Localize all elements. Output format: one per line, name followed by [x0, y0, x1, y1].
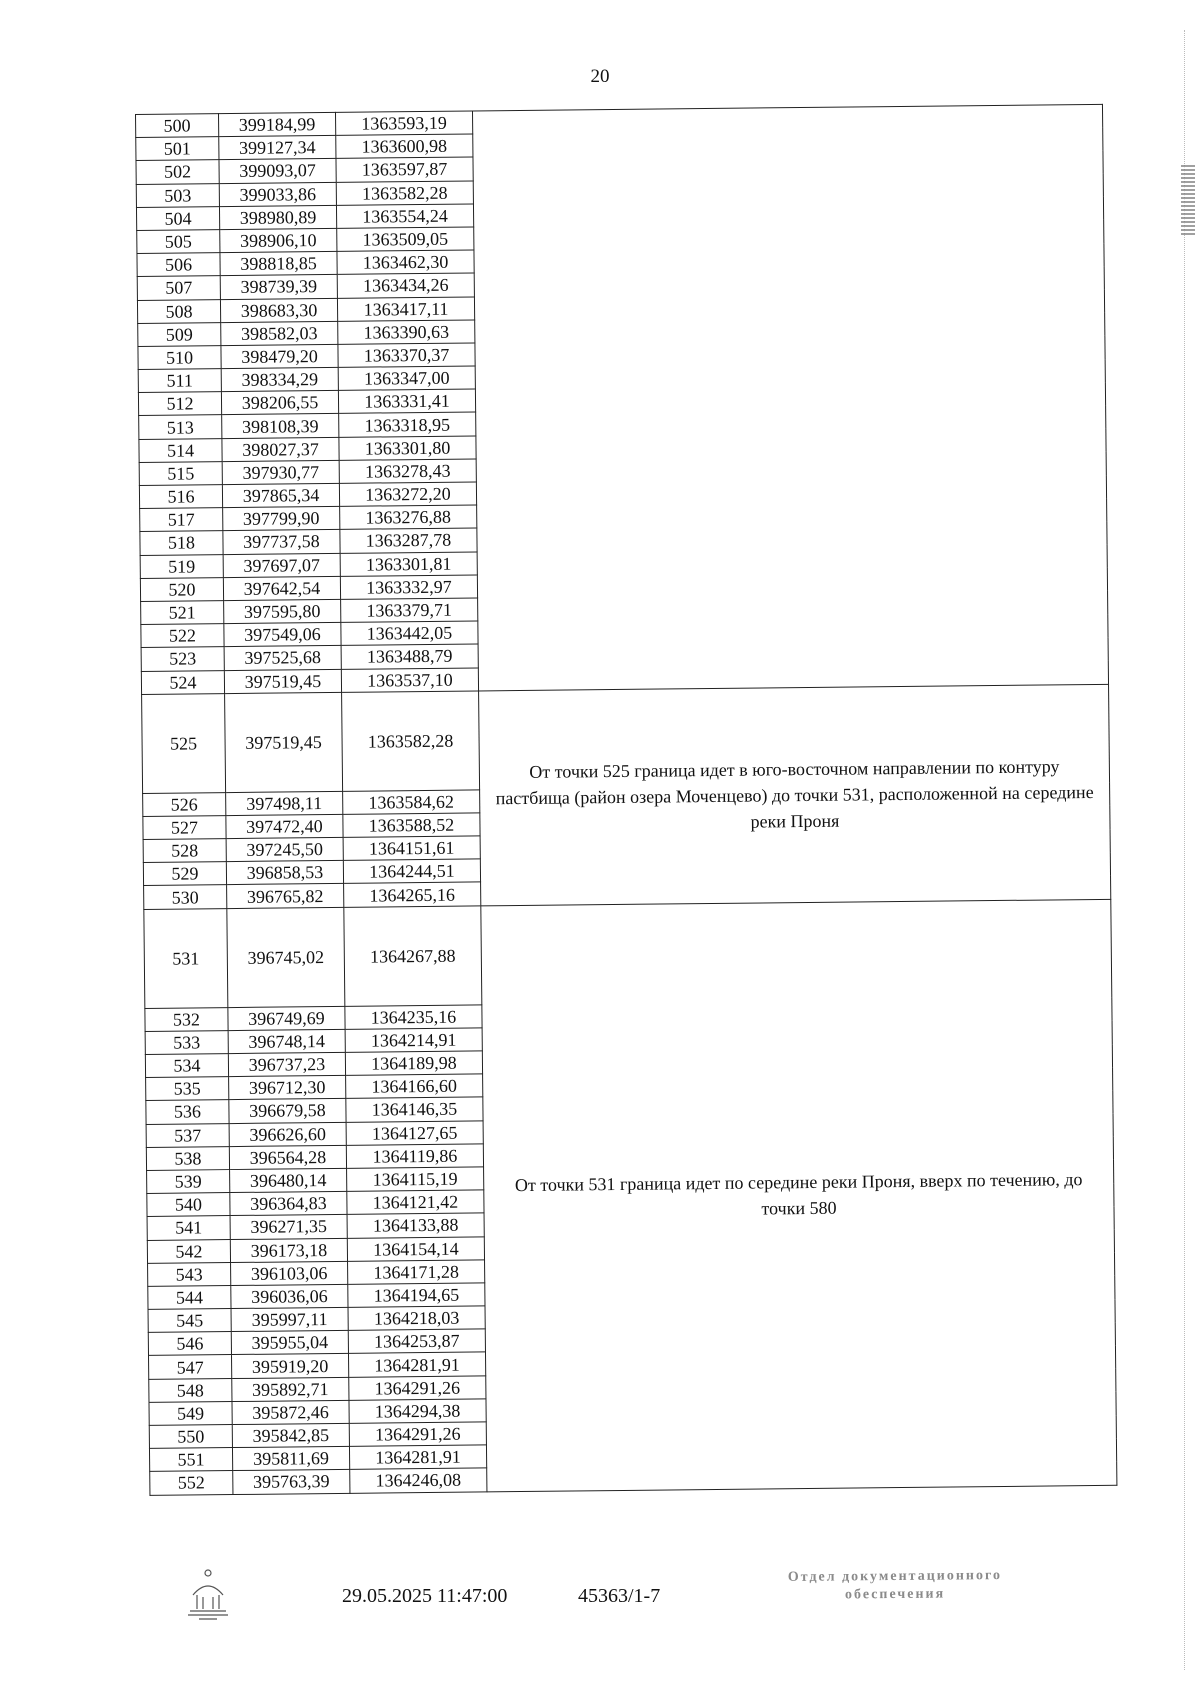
x-coordinate-cell: 397865,34: [222, 483, 339, 507]
y-coordinate-cell: 1363276,88: [340, 505, 477, 530]
y-coordinate-cell: 1363593,19: [335, 111, 472, 136]
x-coordinate-cell: 398906,10: [220, 228, 337, 252]
y-coordinate-cell: 1363390,63: [338, 320, 475, 345]
y-coordinate-cell: 1364171,28: [348, 1260, 485, 1285]
point-number-cell: 536: [146, 1100, 229, 1124]
point-number-cell: 525: [142, 693, 226, 793]
x-coordinate-cell: 396679,58: [229, 1099, 346, 1123]
x-coordinate-cell: 397472,40: [226, 814, 343, 838]
y-coordinate-cell: 1363370,37: [338, 343, 475, 368]
point-number-cell: 544: [148, 1285, 231, 1309]
footer-datetime: 29.05.2025 11:47:00: [342, 1585, 508, 1607]
x-coordinate-cell: 396036,06: [231, 1284, 348, 1308]
point-number-cell: 509: [138, 322, 221, 346]
x-coordinate-cell: 395842,85: [232, 1423, 349, 1447]
x-coordinate-cell: 396271,35: [230, 1215, 347, 1239]
x-coordinate-cell: 397245,50: [226, 837, 343, 861]
point-number-cell: 549: [149, 1401, 232, 1425]
y-coordinate-cell: 1363318,95: [339, 412, 476, 437]
y-coordinate-cell: 1363488,79: [341, 644, 478, 669]
x-coordinate-cell: 399184,99: [219, 112, 336, 136]
x-coordinate-cell: 396745,02: [227, 907, 345, 1007]
point-number-cell: 521: [141, 601, 224, 625]
x-coordinate-cell: 396103,06: [231, 1261, 348, 1285]
x-coordinate-cell: 399127,34: [219, 136, 336, 160]
scan-edge-line: [1184, 30, 1186, 1670]
y-coordinate-cell: 1363417,11: [337, 296, 474, 321]
y-coordinate-cell: 1363554,24: [336, 204, 473, 229]
point-number-cell: 528: [143, 839, 226, 863]
y-coordinate-cell: 1364235,16: [345, 1005, 482, 1030]
y-coordinate-cell: 1364267,88: [344, 906, 482, 1006]
y-coordinate-cell: 1363582,28: [336, 181, 473, 206]
point-number-cell: 504: [136, 206, 219, 230]
y-coordinate-cell: 1363434,26: [337, 273, 474, 298]
point-number-cell: 545: [148, 1309, 231, 1333]
point-number-cell: 546: [148, 1332, 231, 1356]
point-number-cell: 505: [137, 230, 220, 254]
y-coordinate-cell: 1364281,91: [349, 1445, 486, 1470]
y-coordinate-cell: 1363509,05: [337, 227, 474, 252]
point-number-cell: 514: [139, 438, 222, 462]
point-number-cell: 530: [144, 885, 227, 909]
stamp-line-1: Отдел документационного: [787, 1568, 1003, 1585]
boundary-description-cell: От точки 531 граница идет по середине реки Проня, вверх по течению, до точки 580: [481, 899, 1117, 1492]
point-number-cell: 516: [139, 485, 222, 509]
point-number-cell: 547: [149, 1355, 232, 1379]
point-number-cell: 537: [146, 1123, 229, 1147]
y-coordinate-cell: 1364115,19: [347, 1167, 484, 1192]
x-coordinate-cell: 398027,37: [222, 437, 339, 461]
x-coordinate-cell: 396626,60: [229, 1122, 346, 1146]
y-coordinate-cell: 1364121,42: [347, 1190, 484, 1215]
point-number-cell: 519: [140, 554, 223, 578]
point-number-cell: 534: [145, 1054, 228, 1078]
y-coordinate-cell: 1363332,97: [340, 575, 477, 600]
y-coordinate-cell: 1364246,08: [350, 1468, 487, 1493]
x-coordinate-cell: 397930,77: [222, 460, 339, 484]
point-number-cell: 538: [146, 1146, 229, 1170]
y-coordinate-cell: 1363584,62: [343, 790, 480, 815]
x-coordinate-cell: 397642,54: [223, 576, 340, 600]
point-number-cell: 503: [136, 183, 219, 207]
point-number-cell: 502: [136, 160, 219, 184]
y-coordinate-cell: 1363582,28: [342, 691, 480, 791]
y-coordinate-cell: 1363287,78: [340, 528, 477, 553]
y-coordinate-cell: 1364151,61: [343, 836, 480, 861]
point-number-cell: 543: [148, 1262, 231, 1286]
x-coordinate-cell: 395955,04: [231, 1331, 348, 1355]
point-number-cell: 520: [140, 577, 223, 601]
x-coordinate-cell: 396737,23: [228, 1052, 345, 1076]
point-number-cell: 523: [141, 647, 224, 671]
footer-doc-number: 45363/1-7: [578, 1585, 661, 1607]
point-number-cell: 501: [136, 137, 219, 161]
point-number-cell: 524: [141, 670, 224, 694]
coordinates-sheet: [135, 104, 1118, 1552]
point-number-cell: 540: [147, 1193, 230, 1217]
x-coordinate-cell: 396364,83: [230, 1191, 347, 1215]
x-coordinate-cell: 398739,39: [220, 275, 337, 299]
point-number-cell: 506: [137, 253, 220, 277]
x-coordinate-cell: 397697,07: [223, 553, 340, 577]
point-number-cell: 518: [140, 531, 223, 555]
point-number-cell: 552: [150, 1471, 233, 1495]
x-coordinate-cell: 397498,11: [226, 791, 343, 815]
x-coordinate-cell: 396765,82: [227, 884, 344, 908]
x-coordinate-cell: 395872,46: [232, 1400, 349, 1424]
point-number-cell: 527: [143, 815, 226, 839]
x-coordinate-cell: 396712,30: [229, 1076, 346, 1100]
point-number-cell: 541: [147, 1216, 230, 1240]
x-coordinate-cell: 398582,03: [221, 321, 338, 345]
point-number-cell: 533: [145, 1030, 228, 1054]
x-coordinate-cell: 398108,39: [222, 414, 339, 438]
department-stamp: [750, 1567, 1040, 1606]
point-number-cell: 539: [147, 1170, 230, 1194]
y-coordinate-cell: 1364291,26: [349, 1422, 486, 1447]
point-number-cell: 531: [144, 908, 228, 1008]
y-coordinate-cell: 1363347,00: [338, 366, 475, 391]
table-row: [142, 684, 1110, 793]
x-coordinate-cell: 395811,69: [232, 1447, 349, 1471]
x-coordinate-cell: 398206,55: [221, 391, 338, 415]
x-coordinate-cell: 395892,71: [232, 1377, 349, 1401]
y-coordinate-cell: 1363462,30: [337, 250, 474, 275]
point-number-cell: 529: [143, 862, 226, 886]
y-coordinate-cell: 1363301,80: [339, 436, 476, 461]
y-coordinate-cell: 1363442,05: [341, 621, 478, 646]
x-coordinate-cell: 397519,45: [225, 692, 343, 792]
y-coordinate-cell: 1364291,26: [349, 1376, 486, 1401]
y-coordinate-cell: 1364189,98: [345, 1051, 482, 1076]
y-coordinate-cell: 1364244,51: [343, 859, 480, 884]
page-number: 20: [590, 66, 610, 87]
y-coordinate-cell: 1363278,43: [339, 459, 476, 484]
x-coordinate-cell: 395997,11: [231, 1307, 348, 1331]
boundary-description-cell: От точки 525 граница идет в юго-восточном направлении по контуру пастбища (район озера Моченцево) до точки 531, расположенной на середине реки Проня: [479, 684, 1111, 906]
y-coordinate-cell: 1364265,16: [344, 882, 481, 907]
x-coordinate-cell: 397549,06: [224, 622, 341, 646]
x-coordinate-cell: 399033,86: [219, 182, 336, 206]
x-coordinate-cell: 398980,89: [219, 205, 336, 229]
table-row: [144, 899, 1112, 1008]
y-coordinate-cell: 1364127,65: [346, 1120, 483, 1145]
y-coordinate-cell: 1363272,20: [339, 482, 476, 507]
x-coordinate-cell: 396748,14: [228, 1029, 345, 1053]
table-row: [136, 104, 1103, 137]
y-coordinate-cell: 1364214,91: [345, 1028, 482, 1053]
x-coordinate-cell: 398334,29: [221, 367, 338, 391]
y-coordinate-cell: 1364146,35: [346, 1097, 483, 1122]
point-number-cell: 512: [138, 392, 221, 416]
point-number-cell: 511: [138, 369, 221, 393]
y-coordinate-cell: 1364218,03: [348, 1306, 485, 1331]
x-coordinate-cell: 397799,90: [223, 507, 340, 531]
x-coordinate-cell: 395763,39: [233, 1470, 350, 1494]
y-coordinate-cell: 1364119,86: [346, 1144, 483, 1169]
x-coordinate-cell: 396749,69: [228, 1006, 345, 1030]
boundary-coordinates-table: [135, 104, 1117, 1496]
point-number-cell: 532: [145, 1007, 228, 1031]
x-coordinate-cell: 398683,30: [220, 298, 337, 322]
point-number-cell: 507: [137, 276, 220, 300]
point-number-cell: 508: [137, 299, 220, 323]
point-number-cell: 500: [136, 114, 219, 138]
point-number-cell: 542: [147, 1239, 230, 1263]
y-coordinate-cell: 1364281,91: [348, 1352, 485, 1377]
x-coordinate-cell: 397519,45: [224, 669, 341, 693]
y-coordinate-cell: 1363537,10: [341, 667, 478, 692]
scan-barcode-mark: [1181, 165, 1195, 235]
y-coordinate-cell: 1364133,88: [347, 1213, 484, 1238]
y-coordinate-cell: 1364253,87: [348, 1329, 485, 1354]
x-coordinate-cell: 396564,28: [229, 1145, 346, 1169]
point-number-cell: 551: [149, 1448, 232, 1472]
stamp-line-2: обеспечения: [844, 1586, 946, 1603]
point-number-cell: 510: [138, 345, 221, 369]
point-number-cell: 526: [143, 792, 226, 816]
y-coordinate-cell: 1364194,65: [348, 1283, 485, 1308]
x-coordinate-cell: 397525,68: [224, 646, 341, 670]
point-number-cell: 515: [139, 461, 222, 485]
x-coordinate-cell: 398818,85: [220, 252, 337, 276]
point-number-cell: 535: [146, 1077, 229, 1101]
y-coordinate-cell: 1364166,60: [346, 1074, 483, 1099]
point-number-cell: 517: [140, 508, 223, 532]
y-coordinate-cell: 1363301,81: [340, 552, 477, 577]
x-coordinate-cell: 397595,80: [224, 599, 341, 623]
point-number-cell: 522: [141, 624, 224, 648]
y-coordinate-cell: 1363331,41: [338, 389, 475, 414]
x-coordinate-cell: 396480,14: [230, 1168, 347, 1192]
x-coordinate-cell: 398479,20: [221, 344, 338, 368]
point-number-cell: 513: [139, 415, 222, 439]
x-coordinate-cell: 399093,07: [219, 159, 336, 183]
x-coordinate-cell: 397737,58: [223, 530, 340, 554]
x-coordinate-cell: 396858,53: [226, 861, 343, 885]
y-coordinate-cell: 1363379,71: [341, 598, 478, 623]
emblem-icon: [185, 1565, 231, 1623]
boundary-description-cell: [472, 104, 1108, 690]
y-coordinate-cell: 1363600,98: [336, 134, 473, 159]
y-coordinate-cell: 1364154,14: [347, 1236, 484, 1261]
point-number-cell: 548: [149, 1378, 232, 1402]
y-coordinate-cell: 1363588,52: [343, 813, 480, 838]
y-coordinate-cell: 1364294,38: [349, 1399, 486, 1424]
y-coordinate-cell: 1363597,87: [336, 157, 473, 182]
point-number-cell: 550: [149, 1425, 232, 1449]
x-coordinate-cell: 395919,20: [232, 1354, 349, 1378]
x-coordinate-cell: 396173,18: [230, 1238, 347, 1262]
